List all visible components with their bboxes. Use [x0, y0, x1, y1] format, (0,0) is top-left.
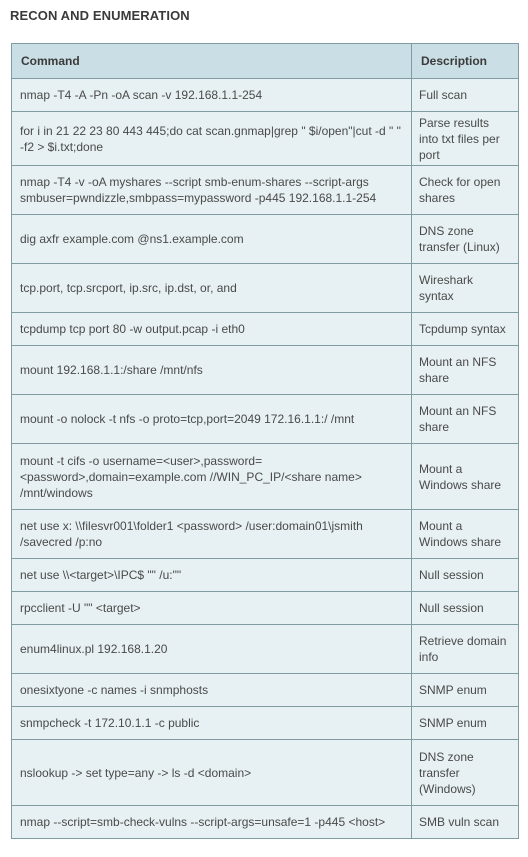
table-row	[12, 215, 519, 264]
command-cell: rpcclient -U "" <target>	[12, 592, 412, 625]
table-row	[12, 740, 519, 806]
table-row	[12, 592, 519, 625]
table-header-row	[12, 44, 519, 79]
description-cell: Mount a Windows share	[412, 444, 519, 510]
command-cell: nmap --script=smb-check-vulns --script-args=unsafe=1 -p445 <host>	[12, 806, 412, 839]
command-cell: mount -o nolock -t nfs -o proto=tcp,port=2049 172.16.1.1:/ /mnt	[12, 395, 412, 444]
command-cell: dig axfr example.com @ns1.example.com	[12, 215, 412, 264]
command-table	[11, 43, 519, 839]
table-row	[12, 559, 519, 592]
description-cell: Mount an NFS share	[412, 346, 519, 395]
description-cell: Mount an NFS share	[412, 395, 519, 444]
command-cell: net use x: \\filesvr001\folder1 <password> /user:domain01\jsmith /savecred /p:no	[12, 510, 412, 559]
table-row	[12, 79, 519, 112]
command-cell: net use \\<target>\IPC$ "" /u:""	[12, 559, 412, 592]
table-row	[12, 395, 519, 444]
command-cell: nmap -T4 -A -Pn -oA scan -v 192.168.1.1-254	[12, 79, 412, 112]
command-cell: tcpdump tcp port 80 -w output.pcap -i eth0	[12, 313, 412, 346]
description-cell: Retrieve domain info	[412, 625, 519, 674]
command-cell: enum4linux.pl 192.168.1.20	[12, 625, 412, 674]
description-cell: Parse results into txt files per port	[412, 112, 519, 166]
table-row	[12, 346, 519, 395]
description-cell: Check for open shares	[412, 166, 519, 215]
table-row	[12, 112, 519, 166]
command-cell: snmpcheck -t 172.10.1.1 -c public	[12, 707, 412, 740]
command-cell: onesixtyone -c names -i snmphosts	[12, 674, 412, 707]
table-row	[12, 510, 519, 559]
table-row	[12, 806, 519, 839]
column-header-description: Description	[412, 44, 519, 79]
description-cell: Null session	[412, 559, 519, 592]
description-cell: Tcpdump syntax	[412, 313, 519, 346]
description-cell: Null session	[412, 592, 519, 625]
table-row	[12, 166, 519, 215]
command-cell: nmap -T4 -v -oA myshares --script smb-enum-shares --script-args smbuser=pwndizzle,smbpass=mypassword -p445 192.168.1.1-254	[12, 166, 412, 215]
description-cell: SNMP enum	[412, 674, 519, 707]
description-cell: DNS zone transfer (Linux)	[412, 215, 519, 264]
description-cell: DNS zone transfer (Windows)	[412, 740, 519, 806]
command-cell: mount -t cifs -o username=<user>,password=<password>,domain=example.com //WIN_PC_IP/<share name> /mnt/windows	[12, 444, 412, 510]
command-cell: tcp.port, tcp.srcport, ip.src, ip.dst, or, and	[12, 264, 412, 313]
table-row	[12, 313, 519, 346]
table-row	[12, 625, 519, 674]
section-title: RECON AND ENUMERATION	[10, 8, 190, 23]
table-row	[12, 264, 519, 313]
description-cell: SNMP enum	[412, 707, 519, 740]
command-cell: nslookup -> set type=any -> ls -d <domain>	[12, 740, 412, 806]
command-cell: mount 192.168.1.1:/share /mnt/nfs	[12, 346, 412, 395]
description-cell: Wireshark syntax	[412, 264, 519, 313]
table-row	[12, 707, 519, 740]
column-header-command: Command	[12, 44, 412, 79]
table-row	[12, 444, 519, 510]
command-cell: for i in 21 22 23 80 443 445;do cat scan.gnmap|grep " $i/open"|cut -d " " -f2 > $i.txt;done	[12, 112, 412, 166]
description-cell: Full scan	[412, 79, 519, 112]
table-row	[12, 674, 519, 707]
description-cell: Mount a Windows share	[412, 510, 519, 559]
description-cell: SMB vuln scan	[412, 806, 519, 839]
